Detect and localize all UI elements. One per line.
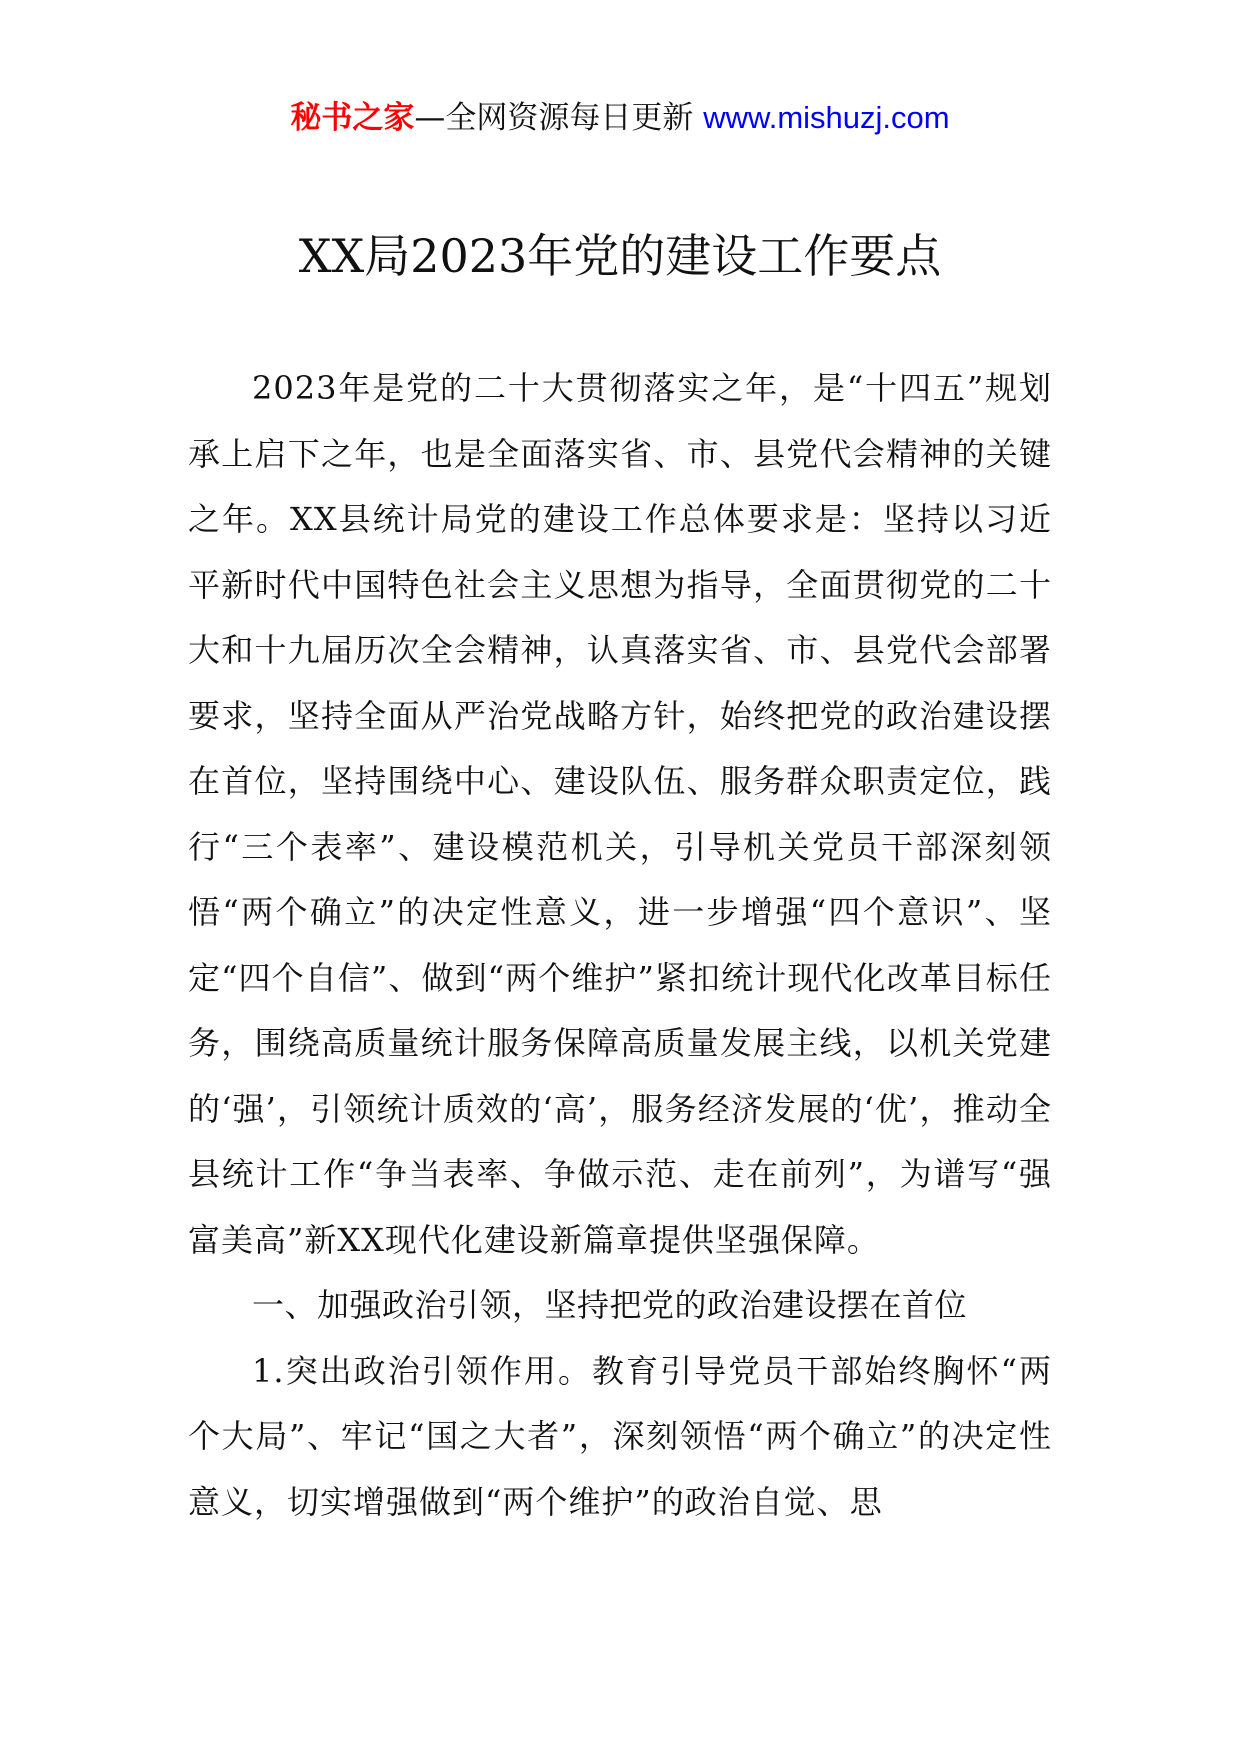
site-url-link[interactable]: www.mishuzj.com bbox=[703, 100, 950, 135]
intro-paragraph: 2023年是党的二十大贯彻落实之年，是“十四五”规划承上启下之年，也是全面落实省、市、县党代会精神的关键之年。XX县统计局党的建设工作总体要求是：坚持以习近平新时代中国特色社会主义思想为指导，全面贯彻党的二十大和十九届历次全会精神，认真落实省、市、县党代会部署要求，坚持全面从严治党战略方针，始终把党的政治建设摆在首位，坚持围绕中心、建设队伍、服务群众职责定位，践行“三个表率”、建设模范机关，引导机关党员干部深刻领悟“两个确立”的决定性意义，进一步增强“四个意识”、坚定“四个自信”、做到“两个维护”紧扣统计现代化改革目标任务，围绕高质量统计服务保障高质量发展主线，以机关党建的‘强’，引领统计质效的‘高’，服务经济发展的‘优’，推动全县统计工作“争当表率、争做示范、走在前列”，为谱写“强富美高”新XX现代化建设新篇章提供坚强保障。 bbox=[188, 369, 1052, 1259]
site-brand: 秘书之家 bbox=[290, 100, 415, 136]
site-slogan: —全网资源每日更新 bbox=[414, 100, 694, 136]
section-heading: 一、加强政治引领，坚持把党的政治建设摆在首位 bbox=[252, 1286, 968, 1324]
body-paragraph: 1.突出政治引领作用。教育引导党员干部始终胸怀“两个大局”、牢记“国之大者”，深刻领悟“两个确立”的决定性意义，切实增强做到“两个维护”的政治自觉、思 bbox=[188, 1351, 1052, 1521]
document-body bbox=[188, 356, 1052, 1535]
document-title: XX局2023年党的建设工作要点 bbox=[298, 229, 942, 283]
site-header bbox=[0, 96, 1240, 140]
